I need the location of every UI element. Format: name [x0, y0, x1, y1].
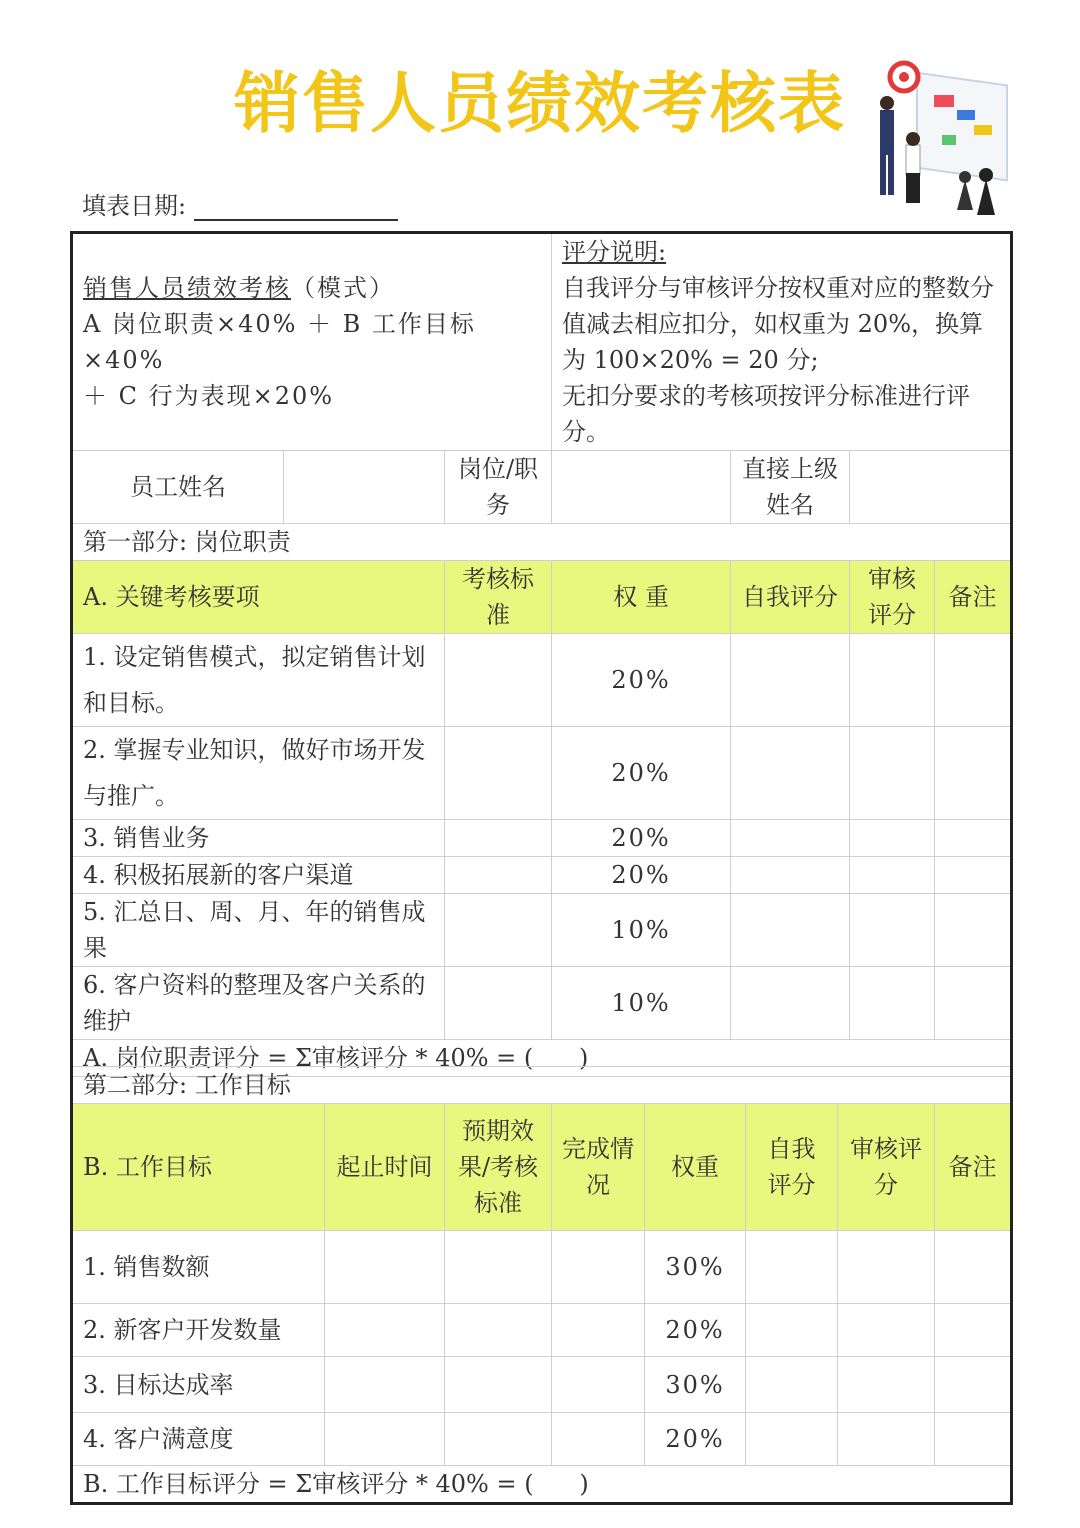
- table-row: [72, 1413, 1012, 1466]
- row-weight: 20%: [552, 857, 731, 894]
- employee-name-input[interactable]: [284, 451, 445, 524]
- mode-heading-suffix: （模式）: [291, 274, 395, 302]
- standard-cell[interactable]: [445, 634, 552, 727]
- part2-table: [70, 1066, 1013, 1505]
- row-item: 4. 客户满意度: [72, 1413, 325, 1466]
- completion-cell[interactable]: [552, 1304, 645, 1357]
- self-score-cell[interactable]: [731, 967, 850, 1040]
- standard-cell[interactable]: [445, 727, 552, 820]
- standard-cell[interactable]: [445, 820, 552, 857]
- table-row: [72, 1357, 1012, 1413]
- review-score-cell[interactable]: [838, 1413, 935, 1466]
- header-remarks: 备注: [935, 561, 1012, 634]
- row-item: 6. 客户资料的整理及客户关系的维护: [72, 967, 445, 1040]
- part1-title: 第一部分: 岗位职责: [72, 524, 1012, 561]
- expected-cell[interactable]: [445, 1413, 552, 1466]
- self-score-cell[interactable]: [746, 1231, 838, 1304]
- employee-name-label: 员工姓名: [72, 451, 284, 524]
- header-self-score: 自我评分: [746, 1104, 838, 1231]
- table-row: [72, 634, 1012, 727]
- period-cell[interactable]: [325, 1357, 445, 1413]
- table-row: [72, 967, 1012, 1040]
- business-illustration-icon: [862, 55, 1017, 225]
- table-row: [72, 857, 1012, 894]
- review-score-cell[interactable]: [838, 1357, 935, 1413]
- expected-cell[interactable]: [445, 1357, 552, 1413]
- row-item: 5. 汇总日、周、月、年的销售成果: [72, 894, 445, 967]
- completion-cell[interactable]: [552, 1357, 645, 1413]
- fill-date-input[interactable]: [194, 195, 398, 221]
- header-weight: 权重: [645, 1104, 746, 1231]
- header-self-score: 自我评分: [731, 561, 850, 634]
- remarks-cell[interactable]: [935, 1357, 1012, 1413]
- self-score-cell[interactable]: [731, 857, 850, 894]
- remarks-cell[interactable]: [935, 1231, 1012, 1304]
- remarks-cell[interactable]: [935, 820, 1012, 857]
- header-weight: 权 重: [552, 561, 731, 634]
- header-expected-result: 预期效果/考核标准: [445, 1104, 552, 1231]
- header-work-goal: B. 工作目标: [72, 1104, 325, 1231]
- review-score-cell[interactable]: [838, 1304, 935, 1357]
- remarks-cell[interactable]: [935, 634, 1012, 727]
- row-weight: 10%: [552, 967, 731, 1040]
- period-cell[interactable]: [325, 1231, 445, 1304]
- standard-cell[interactable]: [445, 967, 552, 1040]
- notes-cell: [552, 233, 1012, 451]
- standard-cell[interactable]: [445, 857, 552, 894]
- fill-date-label: 填表日期:: [82, 192, 187, 220]
- mode-formula: A 岗位职责×40% ＋ B 工作目标×40%: [83, 310, 476, 374]
- header-key-item: A. 关键考核要项: [72, 561, 445, 634]
- header-remarks: 备注: [935, 1104, 1012, 1231]
- row-item: 3. 目标达成率: [72, 1357, 325, 1413]
- review-score-cell[interactable]: [850, 634, 935, 727]
- notes-text-2: 无扣分要求的考核项按评分标准进行评分。: [562, 382, 971, 446]
- mode-cell: [72, 233, 552, 451]
- row-item: 2. 掌握专业知识，做好市场开发与推广。: [72, 727, 445, 820]
- table-row: [72, 1304, 1012, 1357]
- remarks-cell[interactable]: [935, 727, 1012, 820]
- remarks-cell[interactable]: [935, 967, 1012, 1040]
- review-score-cell[interactable]: [850, 967, 935, 1040]
- row-weight: 20%: [552, 727, 731, 820]
- remarks-cell[interactable]: [935, 857, 1012, 894]
- row-weight: 10%: [552, 894, 731, 967]
- position-input[interactable]: [552, 451, 731, 524]
- remarks-cell[interactable]: [935, 1304, 1012, 1357]
- supervisor-label: 直接上级姓名: [731, 451, 850, 524]
- mode-formula-2: ＋ C 行为表现×20%: [83, 382, 335, 410]
- row-weight: 20%: [645, 1304, 746, 1357]
- part1-table: [70, 231, 1013, 1077]
- remarks-cell[interactable]: [935, 1413, 1012, 1466]
- review-score-cell[interactable]: [850, 894, 935, 967]
- supervisor-input[interactable]: [850, 451, 1012, 524]
- self-score-cell[interactable]: [731, 634, 850, 727]
- review-score-cell[interactable]: [850, 727, 935, 820]
- self-score-cell[interactable]: [731, 727, 850, 820]
- table-row: [72, 1231, 1012, 1304]
- page-title: 销售人员绩效考核表: [234, 65, 846, 142]
- notes-text: 自我评分与审核评分按权重对应的整数分值减去相应扣分，如权重为 20%，换算为 100×20% = 20 分;: [562, 274, 995, 374]
- row-item: 3. 销售业务: [72, 820, 445, 857]
- expected-cell[interactable]: [445, 1304, 552, 1357]
- header-period: 起止时间: [325, 1104, 445, 1231]
- part2-title: 第二部分: 工作目标: [72, 1067, 1012, 1104]
- self-score-cell[interactable]: [731, 894, 850, 967]
- review-score-cell[interactable]: [850, 820, 935, 857]
- header-review-score: 审核评分: [838, 1104, 935, 1231]
- part1-summary: A. 岗位职责评分 = Σ审核评分 * 40% = ( ): [72, 1040, 1012, 1077]
- remarks-cell[interactable]: [935, 894, 1012, 967]
- row-weight: 20%: [645, 1413, 746, 1466]
- review-score-cell[interactable]: [850, 857, 935, 894]
- row-weight: 30%: [645, 1231, 746, 1304]
- row-weight: 20%: [552, 820, 731, 857]
- header-review-score: 审核评分: [850, 561, 935, 634]
- fill-date-field[interactable]: [82, 186, 398, 221]
- table-row: [72, 727, 1012, 820]
- row-item: 1. 销售数额: [72, 1231, 325, 1304]
- header-completion: 完成情况: [552, 1104, 645, 1231]
- completion-cell[interactable]: [552, 1231, 645, 1304]
- self-score-cell[interactable]: [746, 1304, 838, 1357]
- part2-summary: B. 工作目标评分 = Σ审核评分 * 40% = ( ): [72, 1466, 1012, 1504]
- row-item: 2. 新客户开发数量: [72, 1304, 325, 1357]
- row-weight: 20%: [552, 634, 731, 727]
- standard-cell[interactable]: [445, 894, 552, 967]
- table-row: [72, 894, 1012, 967]
- row-weight: 30%: [645, 1357, 746, 1413]
- header-standard: 考核标准: [445, 561, 552, 634]
- row-item: 4. 积极拓展新的客户渠道: [72, 857, 445, 894]
- completion-cell[interactable]: [552, 1413, 645, 1466]
- notes-heading: 评分说明:: [562, 238, 667, 266]
- position-label: 岗位/职务: [445, 451, 552, 524]
- period-cell[interactable]: [325, 1413, 445, 1466]
- row-item: 1. 设定销售模式，拟定销售计划和目标。: [72, 634, 445, 727]
- expected-cell[interactable]: [445, 1231, 552, 1304]
- self-score-cell[interactable]: [731, 820, 850, 857]
- self-score-cell[interactable]: [746, 1413, 838, 1466]
- mode-heading: 销售人员绩效考核: [83, 274, 291, 302]
- self-score-cell[interactable]: [746, 1357, 838, 1413]
- review-score-cell[interactable]: [838, 1231, 935, 1304]
- period-cell[interactable]: [325, 1304, 445, 1357]
- table-row: [72, 820, 1012, 857]
